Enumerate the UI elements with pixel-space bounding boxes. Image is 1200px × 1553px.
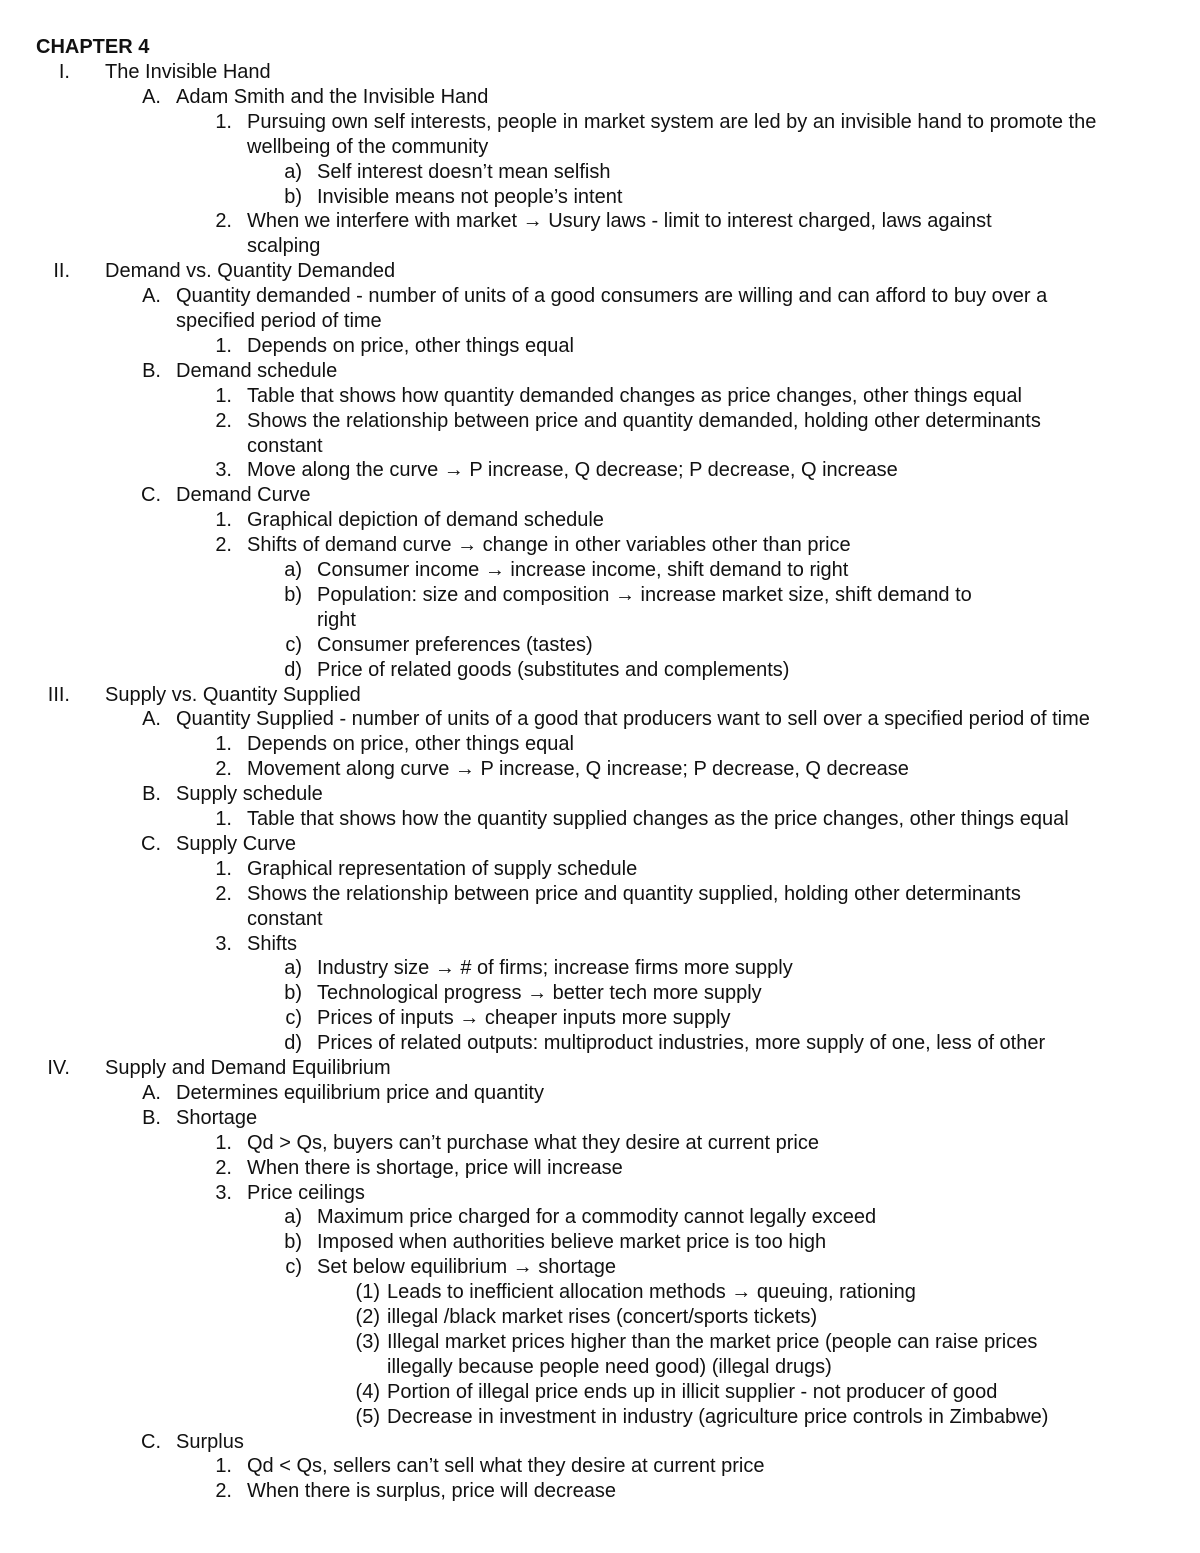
outline-text: Leads to inefficient allocation methods → queuing, rationing <box>387 1281 916 1304</box>
outline-marker: B. <box>142 1106 161 1129</box>
outline-text: Industry size → # of firms; increase firms more supply <box>317 957 793 980</box>
outline-marker: A. <box>142 85 161 108</box>
outline-marker: I. <box>58 61 70 83</box>
outline-marker: 2. <box>215 1156 232 1179</box>
outline-marker: 1. <box>215 110 232 133</box>
outline-text: Technological progress → better tech more supply <box>317 982 762 1005</box>
outline-marker: b) <box>284 1231 302 1254</box>
outline-marker: a) <box>284 957 302 980</box>
outline-text: illegally because people need good) (illegal drugs) <box>387 1355 832 1378</box>
outline-marker: 3. <box>215 932 232 955</box>
outline-text: Pursuing own self interests, people in market system are led by an invisible hand to promote the <box>247 110 1097 133</box>
outline-text: Supply vs. Quantity Supplied <box>105 683 361 706</box>
outline-text: Determines equilibrium price and quantity <box>176 1081 544 1104</box>
outline-text: Shifts <box>247 932 298 955</box>
outline-marker: (5) <box>355 1405 380 1428</box>
outline-marker: 2. <box>215 882 232 905</box>
outline-marker: c) <box>285 1256 302 1279</box>
outline-text: Prices of inputs → cheaper inputs more supply <box>317 1007 731 1030</box>
outline-marker: b) <box>284 185 302 208</box>
outline-text: Consumer preferences (tastes) <box>317 633 593 656</box>
outline-marker: a) <box>284 160 302 183</box>
outline-text: Decrease in investment in industry (agriculture price controls in Zimbabwe) <box>387 1405 1049 1428</box>
outline-marker: (4) <box>355 1380 380 1403</box>
outline-text: Table that shows how quantity demanded changes as price changes, other things equal <box>247 384 1022 407</box>
outline-marker: II. <box>53 260 70 283</box>
outline-marker: a) <box>284 559 302 581</box>
outline-text: Table that shows how the quantity supplied changes as the price changes, other things equal <box>247 808 1069 830</box>
outline-marker: III. <box>47 683 70 706</box>
outline-marker: (2) <box>355 1306 380 1328</box>
outline-marker: A. <box>142 1081 161 1104</box>
outline-text: Maximum price charged for a commodity cannot legally exceed <box>317 1206 877 1229</box>
outline-text: Surplus <box>176 1430 244 1453</box>
outline-text: Shows the relationship between price and quantity demanded, holding other determinants <box>247 409 1041 432</box>
outline-text: Imposed when authorities believe market price is too high <box>317 1231 827 1254</box>
outline-text: specified period of time <box>176 310 382 332</box>
outline-marker: 1. <box>215 384 232 407</box>
outline-marker: IV. <box>47 1057 70 1079</box>
outline-marker: B. <box>142 783 161 806</box>
outline-text: Invisible means not people’s intent <box>317 185 623 208</box>
outline-text: Illegal market prices higher than the market price (people can raise prices <box>387 1330 1038 1353</box>
outline-text: Consumer income → increase income, shift demand to right <box>317 559 849 581</box>
outline-marker: 2. <box>215 534 232 557</box>
outline-text: When there is shortage, price will increase <box>247 1156 623 1179</box>
outline-marker: 2. <box>215 210 232 233</box>
outline-text: Price of related goods (substitutes and complements) <box>317 658 790 681</box>
outline-marker: B. <box>142 359 161 382</box>
outline-text: Population: size and composition → increase market size, shift demand to <box>317 583 972 606</box>
outline-text: wellbeing of the community <box>247 135 489 158</box>
outline-marker: b) <box>284 982 302 1005</box>
outline-text: Movement along curve → P increase, Q increase; P decrease, Q decrease <box>247 758 909 781</box>
outline-marker: 2. <box>215 409 232 432</box>
outline-text: Adam Smith and the Invisible Hand <box>176 85 489 108</box>
outline-marker: 2. <box>215 758 232 781</box>
outline-text: Depends on price, other things equal <box>247 733 574 756</box>
outline-text: Shortage <box>176 1106 258 1129</box>
outline-marker: C. <box>141 1430 161 1453</box>
outline-text: Prices of related outputs: multiproduct industries, more supply of one, less of other <box>317 1032 1046 1055</box>
outline-marker: d) <box>284 1032 302 1055</box>
outline-marker: 1. <box>215 808 232 830</box>
outline-text: When there is surplus, price will decrease <box>247 1480 617 1503</box>
outline-text: constant <box>247 434 323 457</box>
outline-text: When we interfere with market → Usury laws - limit to interest charged, laws against <box>247 210 992 233</box>
outline-text: Qd > Qs, buyers can’t purchase what they desire at current price <box>247 1131 819 1154</box>
outline-text: Shows the relationship between price and quantity supplied, holding other determinants <box>247 882 1021 905</box>
chapter-title: CHAPTER 4 <box>36 36 150 58</box>
outline-text: Set below equilibrium → shortage <box>317 1256 617 1279</box>
outline-marker: C. <box>141 832 161 855</box>
outline-marker: (3) <box>355 1330 380 1353</box>
outline-text: right <box>317 608 356 631</box>
outline-marker: 2. <box>215 1480 232 1503</box>
outline-marker: 3. <box>215 459 232 482</box>
outline-marker: a) <box>284 1206 302 1229</box>
outline-text: Quantity Supplied - number of units of a good that producers want to sell over a specified period of time <box>176 708 1090 731</box>
outline-marker: b) <box>284 583 302 606</box>
outline-text: constant <box>247 907 323 930</box>
outline-text: The Invisible Hand <box>105 61 271 83</box>
outline-text: Graphical representation of supply schedule <box>247 857 638 880</box>
outline-text: scalping <box>247 235 321 258</box>
outline-text: Self interest doesn’t mean selfish <box>317 160 611 183</box>
outline-marker: A. <box>142 708 161 731</box>
outline-marker: 3. <box>215 1181 232 1204</box>
outline-marker: 1. <box>215 509 232 532</box>
outline-text: Supply Curve <box>176 832 297 855</box>
outline-marker: 1. <box>215 733 232 756</box>
outline-text: Qd < Qs, sellers can’t sell what they desire at current price <box>247 1455 765 1478</box>
outline-marker: d) <box>284 658 302 681</box>
outline-marker: 1. <box>215 1131 232 1154</box>
outline-text: Quantity demanded - number of units of a good consumers are willing and can afford to buy over a <box>176 285 1048 308</box>
outline-marker: (1) <box>355 1281 380 1304</box>
outline-text: illegal /black market rises (concert/sports tickets) <box>387 1306 818 1328</box>
outline-marker: c) <box>285 633 302 656</box>
outline-text: Portion of illegal price ends up in illicit supplier - not producer of good <box>387 1380 998 1403</box>
outline-text: Price ceilings <box>247 1181 365 1204</box>
outline-marker: C. <box>141 484 161 507</box>
outline-text: Demand vs. Quantity Demanded <box>105 260 396 283</box>
outline-text: Move along the curve → P increase, Q decrease; P decrease, Q increase <box>247 459 898 482</box>
outline-marker: 1. <box>215 334 232 357</box>
outline-marker: c) <box>285 1007 302 1030</box>
outline-text: Graphical depiction of demand schedule <box>247 509 604 532</box>
outline-text: Supply schedule <box>176 783 323 806</box>
outline-text: Demand Curve <box>176 484 311 507</box>
outline-marker: 1. <box>215 1455 232 1478</box>
outline-text: Demand schedule <box>176 359 338 382</box>
outline-text: Shifts of demand curve → change in other variables other than price <box>247 534 851 557</box>
outline-text: Supply and Demand Equilibrium <box>105 1057 391 1079</box>
outline-marker: 1. <box>215 857 232 880</box>
outline-text: Depends on price, other things equal <box>247 334 574 357</box>
outline-marker: A. <box>142 285 161 308</box>
